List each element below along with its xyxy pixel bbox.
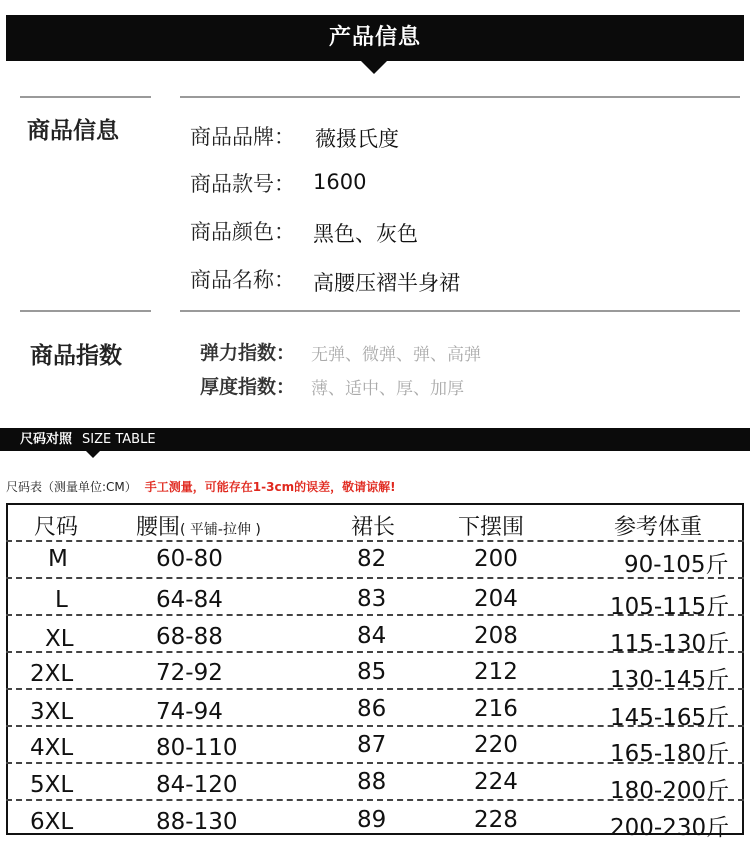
- product-index-heading: 商品指数: [30, 343, 122, 369]
- measurement-note: [6, 478, 396, 495]
- table-cell-weight: 200-230斤: [610, 815, 730, 841]
- table-cell-waist: 72-92: [156, 660, 223, 686]
- table-cell-size: 5XL: [30, 772, 74, 798]
- table-cell-hem: 220: [474, 732, 518, 758]
- product-name-label: 商品名称：: [190, 268, 295, 292]
- table-cell-waist: 60-80: [156, 546, 223, 572]
- header-pointer: [361, 61, 387, 74]
- table-cell-length: 85: [357, 659, 387, 685]
- table-cell-hem: 212: [474, 659, 518, 685]
- table-cell-hem: 216: [474, 696, 518, 722]
- table-cell-waist: 68-88: [156, 624, 223, 650]
- table-cell-length: 82: [357, 546, 387, 572]
- table-cell-waist: 88-130: [156, 809, 238, 835]
- table-cell-length: 87: [357, 732, 387, 758]
- table-cell-length: 84: [357, 623, 387, 649]
- table-cell-weight: 165-180斤: [610, 741, 730, 767]
- table-cell-size: XL: [45, 626, 74, 652]
- table-cell-waist: 74-94: [156, 699, 223, 725]
- table-cell-hem: 204: [474, 586, 518, 612]
- size-table-title: 尺码对照: [20, 432, 73, 447]
- header-waist-note: ( 平铺-拉伸 ): [180, 522, 261, 538]
- thickness-values: 薄、适中、厚、加厚: [311, 379, 464, 399]
- measurement-unit-note: 尺码表（测量单位:CM）: [6, 480, 137, 494]
- divider: [180, 96, 740, 98]
- thickness-label: 厚度指数：: [200, 376, 296, 398]
- table-cell-weight: 145-165斤: [610, 705, 730, 731]
- table-cell-size: M: [48, 546, 68, 572]
- table-cell-size: 4XL: [30, 735, 74, 761]
- table-cell-size: 2XL: [30, 661, 74, 687]
- table-cell-length: 88: [357, 769, 387, 795]
- table-cell-weight: 180-200斤: [610, 778, 730, 804]
- table-cell-weight: 115-130斤: [610, 631, 730, 657]
- table-cell-waist: 64-84: [156, 587, 223, 613]
- table-cell-hem: 228: [474, 807, 518, 833]
- divider: [20, 96, 151, 98]
- table-cell-waist: 80-110: [156, 735, 238, 761]
- table-cell-size: L: [55, 587, 68, 613]
- table-cell-weight: 105-115斤: [610, 594, 730, 620]
- table-cell-size: 6XL: [30, 809, 74, 835]
- header-waist-label: 腰围: [136, 515, 181, 540]
- table-cell-hem: 224: [474, 769, 518, 795]
- header-size: 尺码: [34, 515, 79, 540]
- table-cell-hem: 208: [474, 623, 518, 649]
- header-title: 产品信息: [328, 25, 421, 50]
- measurement-warning: 手工测量，可能存在1-3cm的误差，敬请谅解!: [144, 480, 396, 494]
- color-value: 黑色、灰色: [313, 222, 418, 246]
- header-waist: [136, 510, 261, 541]
- brand-label: 商品品牌：: [190, 125, 295, 149]
- size-table-subtitle: SIZE TABLE: [82, 432, 156, 447]
- style-number-label: 商品款号：: [190, 172, 295, 196]
- divider: [20, 310, 151, 312]
- table-cell-hem: 200: [474, 546, 518, 572]
- header-hem: 下摆围: [458, 515, 525, 540]
- product-info-heading: 商品信息: [27, 118, 119, 144]
- style-number-value: 1600: [313, 170, 367, 194]
- table-cell-weight: 90-105斤: [624, 552, 729, 578]
- divider: [180, 310, 740, 312]
- product-name-value: 高腰压褶半身裙: [313, 271, 460, 295]
- size-banner-pointer: [86, 451, 100, 458]
- row-divider: [6, 540, 744, 542]
- table-cell-waist: 84-120: [156, 772, 238, 798]
- table-cell-length: 89: [357, 807, 387, 833]
- elasticity-values: 无弹、微弹、弹、高弹: [311, 345, 481, 365]
- elasticity-label: 弹力指数：: [200, 342, 296, 364]
- header-length: 裙长: [351, 515, 396, 540]
- table-cell-length: 86: [357, 696, 387, 722]
- color-label: 商品颜色：: [190, 220, 295, 244]
- table-cell-size: 3XL: [30, 699, 74, 725]
- header-weight: 参考体重: [614, 515, 703, 540]
- table-cell-weight: 130-145斤: [610, 667, 730, 693]
- table-cell-length: 83: [357, 586, 387, 612]
- brand-value: 薇摄氏度: [315, 127, 399, 151]
